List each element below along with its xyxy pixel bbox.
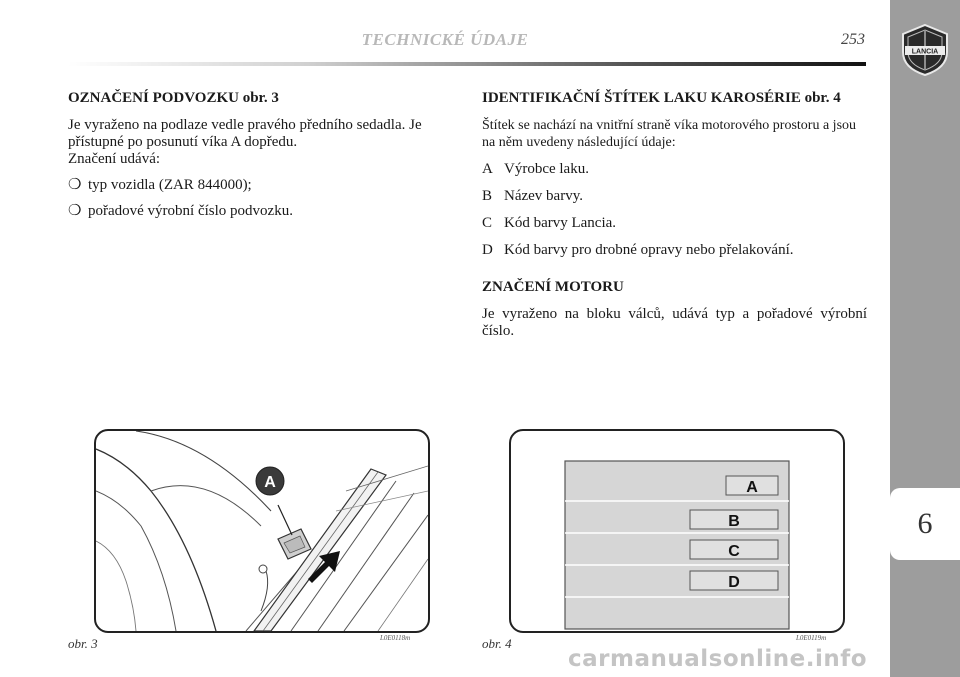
plate-label-c: C xyxy=(728,543,740,560)
header-title: TECHNICKÉ ÚDAJE xyxy=(361,30,529,49)
lancia-logo-text: LANCIA xyxy=(911,48,939,56)
item-text: Kód barvy Lancia. xyxy=(504,215,617,231)
chapter-tab[interactable]: 6 xyxy=(890,488,960,560)
figure-3 xyxy=(94,429,430,633)
figure-caption: obr. 4 xyxy=(482,636,512,651)
item-text: Název barvy. xyxy=(504,188,583,204)
page-number: 253 xyxy=(841,31,865,48)
paint-label-heading: IDENTIFIKAČNÍ ŠTÍTEK LAKU KAROSÉRIE obr. 4 xyxy=(482,90,841,106)
list-item xyxy=(482,242,867,259)
plate-label-b: B xyxy=(728,513,740,530)
item-letter: A xyxy=(482,161,493,177)
header-rule xyxy=(68,62,866,66)
item-letter: C xyxy=(482,215,493,231)
figure-code: L0E0118m xyxy=(380,634,411,642)
item-letter: D xyxy=(482,242,493,258)
plate-label-d: D xyxy=(728,574,740,591)
seat-floor-illustration xyxy=(96,431,428,631)
bullet-symbol: ❍ xyxy=(68,177,82,193)
list-item xyxy=(482,188,867,205)
sidebar xyxy=(890,0,960,677)
item-text: Výrobce laku. xyxy=(504,161,589,177)
item-letter: B xyxy=(482,188,493,204)
list-item xyxy=(68,177,453,194)
figure-code: L0E0119m xyxy=(796,634,827,642)
chassis-para-2: Značení udává: xyxy=(68,151,161,167)
list-item xyxy=(482,215,867,232)
list-item xyxy=(68,203,453,220)
figure-4 xyxy=(509,429,845,633)
list-item xyxy=(482,161,867,178)
figure-caption: obr. 3 xyxy=(68,636,98,651)
lancia-logo-icon xyxy=(897,22,953,78)
item-text: Kód barvy pro drobné opravy nebo přelakování. xyxy=(504,242,794,258)
plate-label-a: A xyxy=(746,479,758,496)
paint-label-para: Štítek se nachází na vnitřní straně víka motorového prostoru a jsou na něm uvedeny následující údaje: xyxy=(482,118,857,150)
list-item-text: pořadové výrobní číslo podvozku. xyxy=(88,203,293,219)
paint-plate-illustration xyxy=(511,431,843,631)
engine-heading: ZNAČENÍ MOTORU xyxy=(482,279,624,295)
left-column xyxy=(68,90,453,220)
engine-para: Je vyraženo na bloku válců, udává typ a pořadové výrobní číslo. xyxy=(482,306,867,339)
label-a-text: A xyxy=(264,474,276,491)
right-column xyxy=(482,90,867,340)
watermark: carmanualsonline.info xyxy=(568,646,868,672)
bullet-symbol: ❍ xyxy=(68,203,82,219)
list-item-text: typ vozidla (ZAR 844000); xyxy=(88,177,252,193)
chassis-para: Je vyraženo na podlaze vedle pravého předního sedadla. Je přístupné po posunutí víka A dopředu. xyxy=(68,117,422,150)
chassis-heading: OZNAČENÍ PODVOZKU obr. 3 xyxy=(68,90,279,106)
